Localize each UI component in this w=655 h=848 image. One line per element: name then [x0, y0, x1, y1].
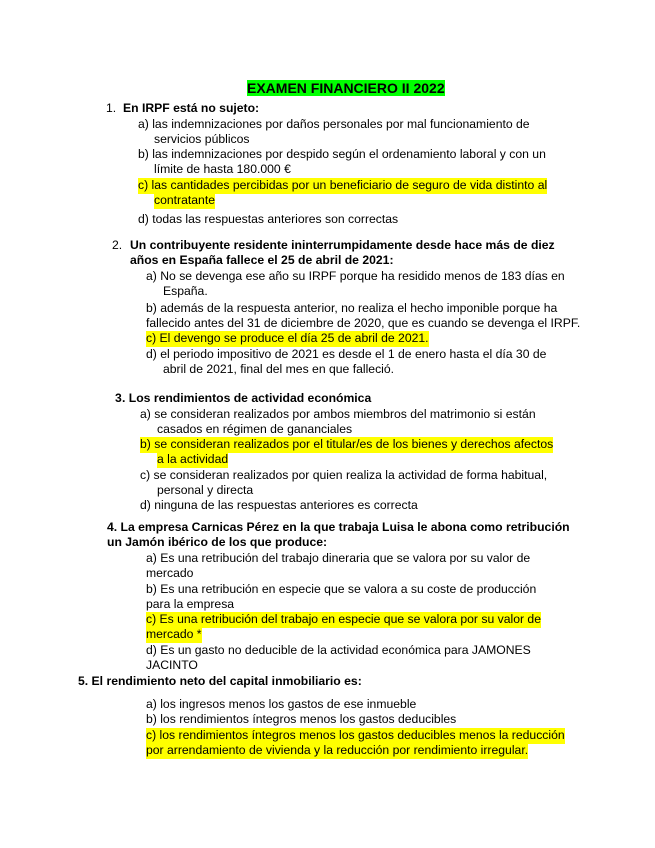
question-text: 4. La empresa Carnicas Pérez en la que trabaja Luisa le abona como retribución — [107, 520, 570, 534]
answer-b-correct-cont: a la actividad — [157, 452, 229, 466]
answer-d-cont: JACINTO — [146, 658, 198, 672]
answer-c-correct: c) los rendimientos íntegros menos los gastos deducibles menos la reducción — [146, 728, 565, 742]
question-number: 2. — [112, 238, 123, 252]
answer-c-cont: personal y directa — [157, 483, 254, 497]
answer-a: a) se consideran realizados por ambos miembros del matrimonio si están — [140, 407, 536, 421]
answer-b: b) Es una retribución en especie que se valora a su coste de producción — [146, 582, 537, 596]
page-title: EXAMEN FINANCIERO II 2022 — [247, 80, 445, 96]
answer-d: d) el periodo impositivo de 2021 es desde el 1 de enero hasta el día 30 de — [146, 347, 547, 361]
answer-c-correct: c) El devengo se produce el día 25 de abril de 2021. — [146, 331, 429, 345]
answer-c-correct: c) las cantidades percibidas por un beneficiario de seguro de vida distinto al — [138, 178, 548, 192]
answer-b: b) los rendimientos íntegros menos los gastos deducibles — [146, 712, 457, 726]
question-text: 5. El rendimiento neto del capital inmobiliario es: — [78, 674, 362, 688]
answer-c-correct-cont: por arrendamiento de vivienda y la reducción por rendimiento irregular. — [146, 743, 529, 757]
answer-a-cont: mercado — [146, 566, 194, 580]
answer-b-cont: límite de hasta 180.000 € — [154, 162, 291, 176]
question-text: . Los rendimientos de actividad económica — [122, 391, 372, 405]
answer-d: d) todas las respuestas anteriores son correctas — [138, 212, 399, 226]
answer-b: b) las indemnizaciones por despido según el ordenamiento laboral y con un — [138, 147, 546, 161]
answer-d: d) ninguna de las respuestas anteriores es correcta — [140, 498, 418, 512]
answer-a: a) las indemnizaciones por daños personales por mal funcionamiento de — [138, 117, 530, 131]
question-text-cont: un Jamón ibérico de los que produce: — [107, 535, 328, 549]
question-text-cont: años en España fallece el 25 de abril de 2021: — [130, 253, 394, 267]
answer-a-cont: España. — [163, 284, 208, 298]
question-number: 3 — [115, 391, 122, 405]
question-number: 1. — [106, 101, 117, 115]
answer-a: a) No se devenga ese año su IRPF porque ha residido menos de 183 días en — [146, 269, 565, 283]
answer-b-correct: b) se consideran realizados por el titular/es de los bienes y derechos afectos — [140, 437, 554, 451]
answer-a-cont: servicios públicos — [154, 132, 250, 146]
answer-b-cont: para la empresa — [146, 597, 235, 611]
answer-a: a) Es una retribución del trabajo dineraria que se valora por su valor de — [146, 551, 531, 565]
answer-c-correct-cont: contratante — [154, 193, 215, 207]
question-text: En IRPF está no sujeto: — [123, 101, 260, 115]
answer-b: b) además de la respuesta anterior, no realiza el hecho imponible porque ha — [146, 301, 558, 315]
question-text: Un contribuyente residente ininterrumpidamente desde hace más de diez — [130, 238, 555, 252]
answer-c-correct: c) Es una retribución del trabajo en especie que se valora por su valor de — [146, 612, 541, 626]
answer-a-cont: casados en régimen de gananciales — [157, 422, 353, 436]
answer-c-correct-cont: mercado * — [146, 627, 202, 641]
answer-d: d) Es un gasto no deducible de la actividad económica para JAMONES — [146, 643, 531, 657]
answer-b-cont: fallecido antes del 31 de diciembre de 2020, que es cuando se devenga el IRPF. — [146, 316, 581, 330]
answer-c: c) se consideran realizados por quien realiza la actividad de forma habitual, — [140, 468, 548, 482]
answer-a: a) los ingresos menos los gastos de ese inmueble — [146, 697, 417, 711]
answer-d-cont: abril de 2021, final del mes en que falleció. — [163, 362, 395, 376]
